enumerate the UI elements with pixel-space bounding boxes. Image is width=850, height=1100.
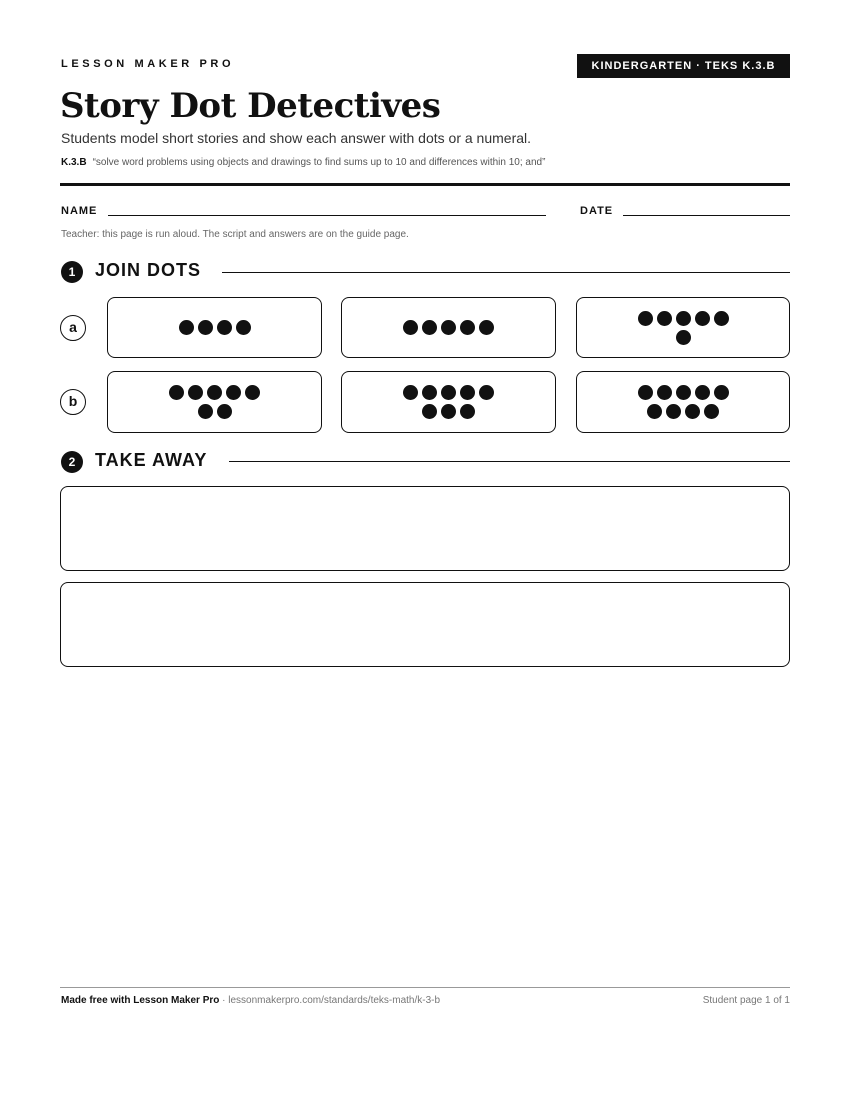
dot-row (638, 311, 729, 326)
dot-row (179, 320, 251, 335)
section-2-rule (229, 461, 790, 462)
date-label: DATE (580, 205, 614, 217)
section-1-rule (222, 272, 790, 273)
counting-dot (245, 385, 260, 400)
take-away-answer-box-2[interactable] (60, 582, 790, 667)
dot-row (169, 385, 260, 400)
footer-divider (60, 987, 790, 988)
date-field-line[interactable] (623, 215, 790, 216)
counting-dot (676, 311, 691, 326)
dot-row (638, 385, 729, 400)
dot-row (403, 320, 494, 335)
section-2-title: TAKE AWAY (95, 450, 208, 470)
row-a-label: a (60, 315, 86, 341)
worksheet-subtitle: Students model short stories and show each answer with dots or a numeral. (61, 130, 532, 146)
counting-dot (236, 320, 251, 335)
counting-dot (403, 385, 418, 400)
dot-row (403, 385, 494, 400)
counting-dot (714, 311, 729, 326)
counting-dot (188, 385, 203, 400)
name-field-line[interactable] (108, 215, 546, 216)
counting-dot (460, 404, 475, 419)
counting-dot (198, 320, 213, 335)
counting-dot (657, 311, 672, 326)
counting-dot (638, 311, 653, 326)
counting-dot (441, 385, 456, 400)
dot-card (107, 297, 322, 358)
section-2-number: 2 (61, 451, 83, 473)
counting-dot (441, 320, 456, 335)
standard-code: K.3.B (61, 157, 87, 168)
counting-dot (179, 320, 194, 335)
counting-dot (460, 385, 475, 400)
counting-dot (704, 404, 719, 419)
teacher-note: Teacher: this page is run aloud. The script and answers are on the guide page. (61, 229, 409, 240)
counting-dot (422, 385, 437, 400)
row-b-label: b (60, 389, 86, 415)
counting-dot (676, 385, 691, 400)
standard-text: “solve word problems using objects and drawings to find sums up to 10 and differences within 10; and” (92, 157, 546, 168)
counting-dot (695, 311, 710, 326)
grade-standard-badge: KINDERGARTEN · TEKS K.3.B (577, 54, 790, 78)
footer-link[interactable]: · lessonmakerpro.com/standards/teks-math/k-3-b (219, 995, 441, 1006)
counting-dot (217, 404, 232, 419)
standard-description (61, 157, 545, 168)
take-away-answer-box-1[interactable] (60, 486, 790, 571)
counting-dot (647, 404, 662, 419)
dot-row (198, 404, 232, 419)
counting-dot (198, 404, 213, 419)
section-1-title: JOIN DOTS (95, 260, 202, 280)
counting-dot (226, 385, 241, 400)
dot-card (576, 297, 790, 358)
brand-name: LESSON MAKER PRO (61, 58, 235, 70)
header-divider (60, 183, 790, 186)
counting-dot (657, 385, 672, 400)
dot-row (676, 330, 691, 345)
dot-card (341, 371, 556, 433)
counting-dot (685, 404, 700, 419)
counting-dot (479, 385, 494, 400)
footer-page-number: Student page 1 of 1 (702, 995, 790, 1006)
counting-dot (169, 385, 184, 400)
footer-credit (61, 995, 440, 1006)
counting-dot (676, 330, 691, 345)
dot-row (422, 404, 475, 419)
counting-dot (695, 385, 710, 400)
dot-row (647, 404, 719, 419)
counting-dot (441, 404, 456, 419)
counting-dot (479, 320, 494, 335)
counting-dot (714, 385, 729, 400)
dot-card (107, 371, 322, 433)
dot-card (576, 371, 790, 433)
counting-dot (666, 404, 681, 419)
footer-made-with: Made free with Lesson Maker Pro (61, 995, 220, 1006)
worksheet-title: Story Dot Detectives (60, 86, 441, 126)
counting-dot (217, 320, 232, 335)
counting-dot (403, 320, 418, 335)
section-1-number: 1 (61, 261, 83, 283)
counting-dot (207, 385, 222, 400)
counting-dot (422, 404, 437, 419)
name-label: NAME (61, 205, 98, 217)
dot-card (341, 297, 556, 358)
counting-dot (460, 320, 475, 335)
counting-dot (422, 320, 437, 335)
counting-dot (638, 385, 653, 400)
